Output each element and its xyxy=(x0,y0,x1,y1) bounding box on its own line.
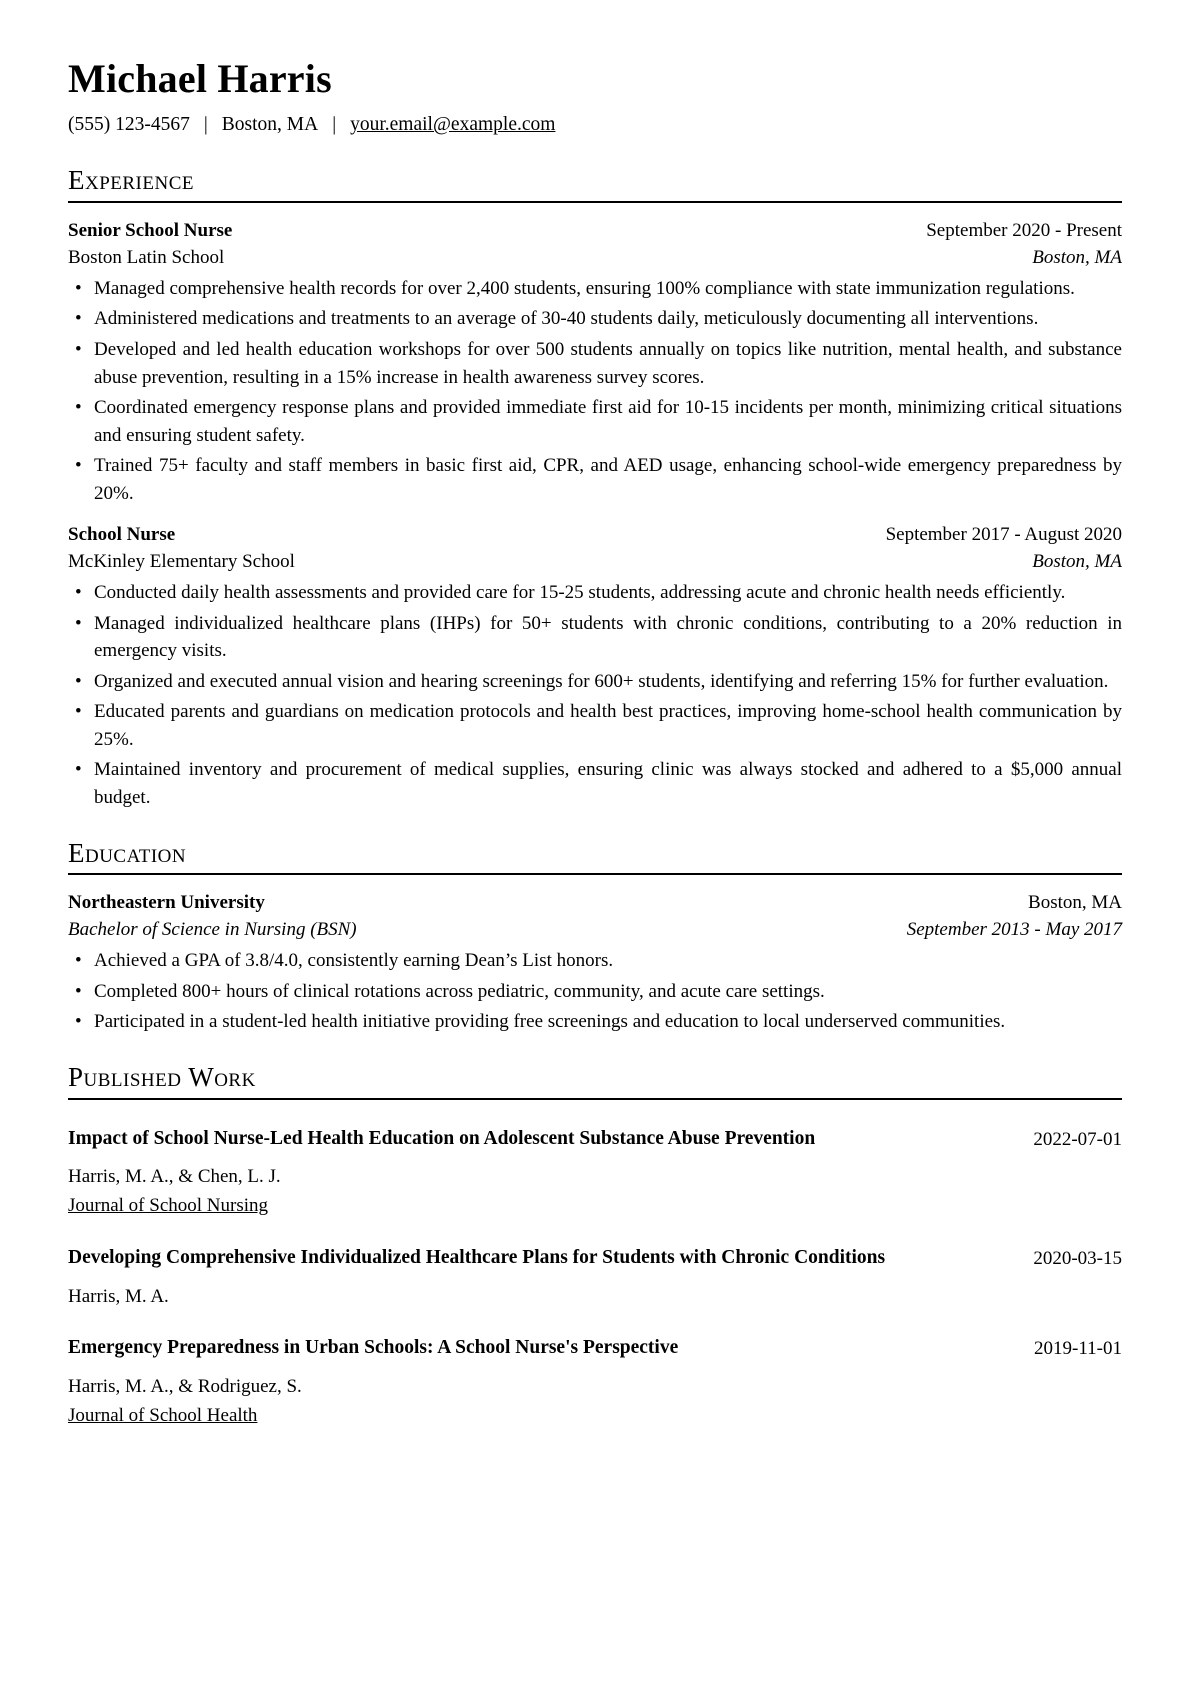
school-name: Northeastern University xyxy=(68,892,265,914)
job-organization: McKinley Elementary School xyxy=(68,551,295,573)
bullet-item: • Managed comprehensive health records for over 2,400 students, ensuring 100% compliance with state immunization regulations. xyxy=(94,275,1122,303)
job-dates: September 2017 - August 2020 xyxy=(885,524,1122,546)
publication-authors: Harris, M. A., & Rodriguez, S. xyxy=(68,1376,302,1397)
school-entry xyxy=(68,890,1122,1036)
section-rule xyxy=(68,873,1122,875)
section-rule xyxy=(68,201,1122,203)
publication-title: Emergency Preparedness in Urban Schools: A School Nurse's Perspective xyxy=(68,1337,679,1359)
bullet-item: • Coordinated emergency response plans and provided immediate first aid for 10-15 incidents per month, minimizing critical situations and ensuring student safety. xyxy=(94,394,1122,449)
publication-title-row xyxy=(68,1244,1122,1273)
publication-authors: Harris, M. A. xyxy=(68,1285,169,1307)
education-heading: Education xyxy=(68,837,187,868)
contact-line xyxy=(68,111,1122,139)
contact-separator: | xyxy=(203,114,208,135)
bullet-item: • Educated parents and guardians on medication protocols and health best practices, improving home-school health communication by 25%. xyxy=(94,698,1122,753)
bullet-item: • Maintained inventory and procurement of medical supplies, ensuring clinic was always stocked and adhered to a $5,000 annual budget. xyxy=(94,756,1122,811)
bullet-item: • Trained 75+ faculty and staff members in basic first aid, CPR, and AED usage, enhancing school-wide emergency preparedness by 20%. xyxy=(94,452,1122,507)
bullet-item: • Achieved a GPA of 3.8/4.0, consistently earning Dean’s List honors. xyxy=(94,947,1122,975)
job-title: Senior School Nurse xyxy=(68,219,233,241)
job-entry xyxy=(68,218,1122,507)
school-bullet-list xyxy=(68,947,1122,1036)
location-text: Boston, MA xyxy=(221,114,319,135)
publication-title: Developing Comprehensive Individualized Healthcare Plans for Students with Chronic Conditions xyxy=(68,1247,886,1269)
publication-entry xyxy=(68,1334,1122,1429)
education-section xyxy=(68,839,1122,1036)
experience-heading: Experience xyxy=(68,165,194,196)
publication-title-row xyxy=(68,1334,1122,1363)
publication-entry xyxy=(68,1125,1122,1220)
job-location: Boston, MA xyxy=(1032,246,1122,268)
contact-separator: | xyxy=(332,114,337,135)
publication-authors: Harris, M. A., & Chen, L. J. xyxy=(68,1166,281,1188)
job-bullet-list xyxy=(68,275,1122,507)
degree-name: Bachelor of Science in Nursing (BSN) xyxy=(68,919,357,941)
bullet-item: • Organized and executed annual vision and hearing screenings for 600+ students, identifying and referring 15% for further evaluation. xyxy=(94,668,1122,696)
publication-date: 2019-11-01 xyxy=(1034,1338,1122,1360)
published-work-heading: Published Work xyxy=(68,1061,256,1092)
publication-date: 2022-07-01 xyxy=(1033,1128,1122,1150)
phone-number: (555) 123-4567 xyxy=(68,114,190,135)
experience-section xyxy=(68,166,1122,811)
section-rule xyxy=(68,1098,1122,1100)
job-org-row xyxy=(68,549,1122,576)
school-name-row xyxy=(68,890,1122,917)
job-location: Boston, MA xyxy=(1032,551,1122,573)
person-name: Michael Harris xyxy=(68,56,332,101)
job-bullet-list xyxy=(68,579,1122,811)
publication-entry xyxy=(68,1244,1122,1309)
bullet-item: • Managed individualized healthcare plans (IHPs) for 50+ students with chronic conditions, contributing to a 20% reduction in emergency visits. xyxy=(94,610,1122,665)
publication-date: 2020-03-15 xyxy=(1033,1248,1122,1270)
publication-title-row xyxy=(68,1125,1122,1154)
published-work-section xyxy=(68,1063,1122,1429)
school-location: Boston, MA xyxy=(1028,892,1122,914)
bullet-item: • Administered medications and treatments to an average of 30-40 students daily, meticulously documenting all interventions. xyxy=(94,305,1122,333)
publication-journal-link[interactable]: Journal of School Nursing xyxy=(68,1194,269,1216)
resume-header xyxy=(68,56,1122,139)
job-dates: September 2020 - Present xyxy=(926,219,1122,241)
job-entry xyxy=(68,522,1122,811)
job-title-row xyxy=(68,522,1122,549)
job-title-row xyxy=(68,218,1122,245)
job-org-row xyxy=(68,245,1122,272)
email-link[interactable]: your.email@example.com xyxy=(350,114,556,135)
bullet-item: • Completed 800+ hours of clinical rotations across pediatric, community, and acute care settings. xyxy=(94,978,1122,1006)
school-degree-row xyxy=(68,917,1122,944)
job-organization: Boston Latin School xyxy=(68,246,225,268)
publication-title: Impact of School Nurse-Led Health Education on Adolescent Substance Abuse Prevention xyxy=(68,1127,816,1149)
bullet-item: • Conducted daily health assessments and provided care for 15-25 students, addressing acute and chronic health needs efficiently. xyxy=(94,579,1122,607)
bullet-item: • Developed and led health education workshops for over 500 students annually on topics like nutrition, mental health, and substance abuse prevention, resulting in a 15% increase in health awareness survey scores. xyxy=(94,336,1122,391)
bullet-item: • Participated in a student-led health initiative providing free screenings and education to local underserved communities. xyxy=(94,1008,1122,1036)
publication-journal-link[interactable]: Journal of School Health xyxy=(68,1404,258,1426)
job-title: School Nurse xyxy=(68,524,176,546)
school-dates: September 2013 - May 2017 xyxy=(906,919,1122,941)
